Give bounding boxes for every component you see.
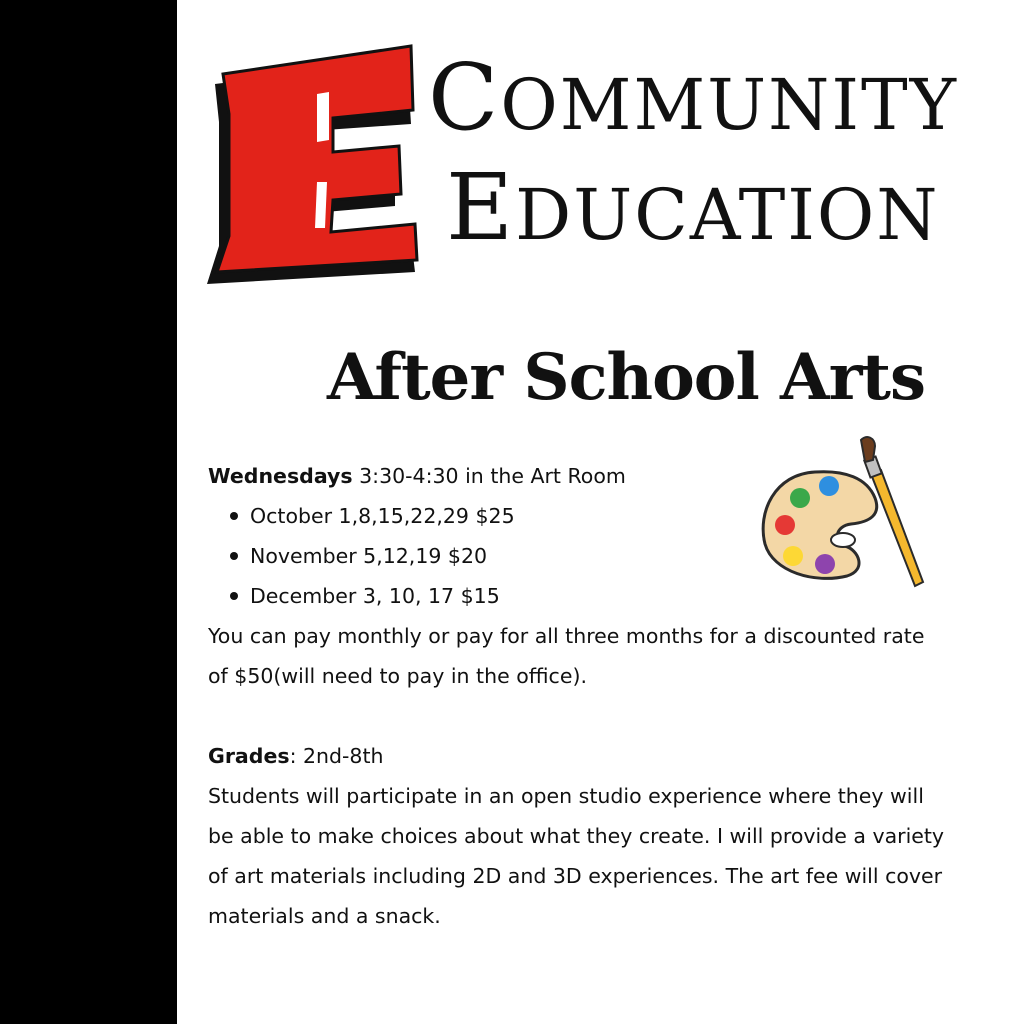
e-logo-letter xyxy=(217,46,417,272)
schedule-day: Wednesdays xyxy=(208,464,353,488)
grades-label: Grades xyxy=(208,744,290,768)
headline: After School Arts xyxy=(327,340,925,415)
program-description: Students will participate in an open studio experience where they will be able to make choices about what they create. I will provide a variety of art materials including 2D and 3D experiences. The art fee will cover materials and a snack. xyxy=(208,784,945,928)
grades-value: : 2nd-8th xyxy=(289,744,384,768)
date-item: November 5,12,19 $20 xyxy=(228,536,948,576)
header-line-education xyxy=(446,154,940,284)
header-line1-rest: OMMUNITY xyxy=(500,64,958,146)
e-logo xyxy=(205,32,425,287)
e-logo-icon xyxy=(205,32,425,287)
flyer-body xyxy=(208,456,948,936)
header-line2-rest: DUCATION xyxy=(515,174,940,256)
payment-note: You can pay monthly or pay for all three months for a discounted rate of $50(will need to pay in the office). xyxy=(208,624,925,688)
date-item: December 3, 10, 17 $15 xyxy=(228,576,948,616)
schedule-line xyxy=(208,456,948,496)
schedule-time-place: 3:30-4:30 in the Art Room xyxy=(352,464,626,488)
grades-line xyxy=(208,736,948,776)
date-list xyxy=(208,496,948,616)
date-item: October 1,8,15,22,29 $25 xyxy=(228,496,948,536)
left-black-bar xyxy=(0,0,177,1024)
header-line2-initial: E xyxy=(446,154,516,261)
header-line1-initial: C xyxy=(428,44,501,151)
